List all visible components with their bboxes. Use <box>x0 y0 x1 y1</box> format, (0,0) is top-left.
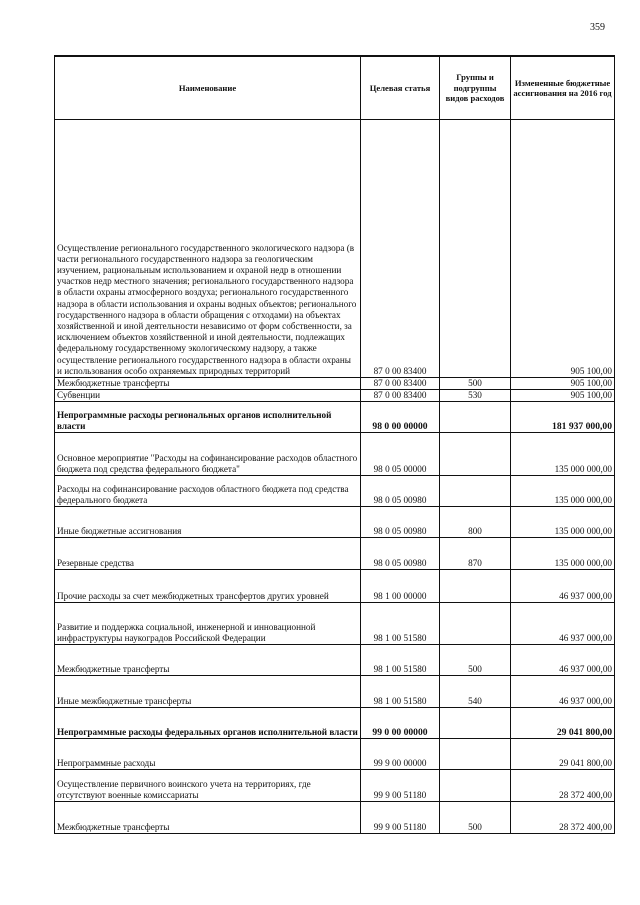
row-expense-group <box>440 770 511 802</box>
header-expense-groups: Группы и подгруппы видов расходов <box>440 56 511 120</box>
row-target-article: 98 0 05 00980 <box>361 538 440 570</box>
budget-allocation-table <box>54 55 615 834</box>
table-row <box>55 739 615 770</box>
row-amount: 46 937 000,00 <box>511 676 615 708</box>
row-expense-group <box>440 708 511 739</box>
row-expense-group: 500 <box>440 802 511 834</box>
row-amount: 135 000 000,00 <box>511 538 615 570</box>
row-name: Иные бюджетные ассигнования <box>55 507 361 538</box>
row-target-article: 98 1 00 51580 <box>361 603 440 645</box>
page-number: 359 <box>590 22 605 33</box>
row-name: Расходы на софинансирование расходов областного бюджета под средства федерального бюджета <box>55 476 361 507</box>
row-amount: 905 100,00 <box>511 378 615 390</box>
row-target-article: 98 0 05 00980 <box>361 476 440 507</box>
row-target-article: 98 0 00 00000 <box>361 402 440 433</box>
row-amount: 46 937 000,00 <box>511 645 615 676</box>
row-amount: 135 000 000,00 <box>511 476 615 507</box>
row-name: Межбюджетные трансферты <box>55 802 361 834</box>
row-expense-group <box>440 433 511 476</box>
table-row <box>55 802 615 834</box>
row-expense-group <box>440 603 511 645</box>
row-name: Основное мероприятие "Расходы на софинансирование расходов областного бюджета под средства федерального бюджета" <box>55 433 361 476</box>
row-amount: 905 100,00 <box>511 120 615 378</box>
row-amount: 135 000 000,00 <box>511 507 615 538</box>
table-row <box>55 120 615 378</box>
row-expense-group: 530 <box>440 390 511 402</box>
row-name: Развитие и поддержка социальной, инженерной и инновационной инфраструктуры наукоградов Российской Федерации <box>55 603 361 645</box>
row-target-article: 87 0 00 83400 <box>361 378 440 390</box>
row-target-article: 87 0 00 83400 <box>361 120 440 378</box>
row-target-article: 98 1 00 51580 <box>361 645 440 676</box>
table-row <box>55 570 615 603</box>
row-expense-group <box>440 476 511 507</box>
row-name: Осуществление первичного воинского учета на территориях, где отсутствуют военные комиссариаты <box>55 770 361 802</box>
row-amount: 28 372 400,00 <box>511 802 615 834</box>
row-expense-group <box>440 402 511 433</box>
row-target-article: 98 1 00 51580 <box>361 676 440 708</box>
row-expense-group: 870 <box>440 538 511 570</box>
table-row <box>55 390 615 402</box>
row-name: Непрограммные расходы региональных органов исполнительной власти <box>55 402 361 433</box>
row-target-article: 87 0 00 83400 <box>361 390 440 402</box>
row-expense-group <box>440 570 511 603</box>
table-row <box>55 538 615 570</box>
row-name: Иные межбюджетные трансферты <box>55 676 361 708</box>
table-row <box>55 603 615 645</box>
table-header-row <box>55 56 615 120</box>
row-amount: 29 041 800,00 <box>511 708 615 739</box>
row-expense-group: 500 <box>440 378 511 390</box>
table-row <box>55 378 615 390</box>
header-amended-allocations: Измененные бюджетные ассигнования на 2016 год <box>511 56 615 120</box>
row-name: Межбюджетные трансферты <box>55 645 361 676</box>
table-row <box>55 708 615 739</box>
table-row <box>55 676 615 708</box>
table-row <box>55 507 615 538</box>
row-amount: 905 100,00 <box>511 390 615 402</box>
row-amount: 28 372 400,00 <box>511 770 615 802</box>
row-target-article: 98 0 05 00980 <box>361 507 440 538</box>
header-name: Наименование <box>55 56 361 120</box>
header-target-article: Целевая статья <box>361 56 440 120</box>
row-expense-group: 540 <box>440 676 511 708</box>
row-target-article: 99 9 00 51180 <box>361 770 440 802</box>
row-target-article: 98 1 00 00000 <box>361 570 440 603</box>
row-amount: 181 937 000,00 <box>511 402 615 433</box>
row-target-article: 99 9 00 51180 <box>361 802 440 834</box>
row-expense-group <box>440 120 511 378</box>
row-amount: 29 041 800,00 <box>511 739 615 770</box>
row-name: Субвенции <box>55 390 361 402</box>
row-amount: 46 937 000,00 <box>511 603 615 645</box>
row-name: Осуществление регионального государственного экологического надзора (в части регионального государственного надзора за геологическим изучением, рациональным использованием и охраной недр в отношении участков недр местного значения; регионального государственного надзора в области охраны атмосферного воздуха; регионального государственного надзора в области использования и охраны водных объектов; регионального государственного надзора в области обращения с отходами) на объектах хозяйственной и иной деятельности независимо от форм собственности, за исключением объектов хозяйственной и иной деятельности, подлежащих федеральному государственному экологическому надзору, а также осуществление регионального государственного надзора в области охраны и использования особо охраняемых природных территорий <box>55 120 361 378</box>
table-row <box>55 770 615 802</box>
table-row <box>55 476 615 507</box>
row-expense-group <box>440 739 511 770</box>
row-name: Межбюджетные трансферты <box>55 378 361 390</box>
row-amount: 46 937 000,00 <box>511 570 615 603</box>
row-expense-group: 500 <box>440 645 511 676</box>
table-row <box>55 645 615 676</box>
row-amount: 135 000 000,00 <box>511 433 615 476</box>
row-name: Непрограммные расходы <box>55 739 361 770</box>
table-row <box>55 402 615 433</box>
row-name: Прочие расходы за счет межбюджетных трансфертов других уровней <box>55 570 361 603</box>
row-name: Резервные средства <box>55 538 361 570</box>
row-expense-group: 800 <box>440 507 511 538</box>
row-target-article: 98 0 05 00000 <box>361 433 440 476</box>
row-target-article: 99 9 00 00000 <box>361 739 440 770</box>
row-name: Непрограммные расходы федеральных органов исполнительной власти <box>55 708 361 739</box>
table-row <box>55 433 615 476</box>
row-target-article: 99 0 00 00000 <box>361 708 440 739</box>
